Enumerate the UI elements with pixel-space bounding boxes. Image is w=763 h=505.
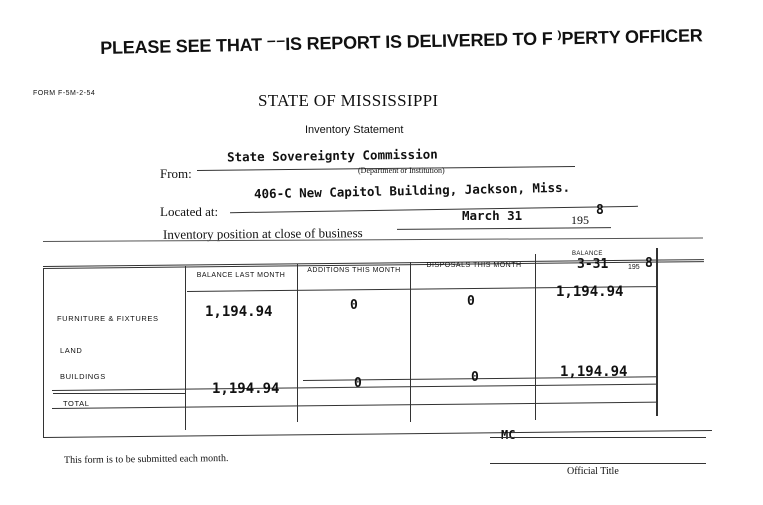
from-label: From: bbox=[160, 166, 192, 181]
cell-furniture-additions: 0 bbox=[350, 298, 358, 313]
table-col-divider-3 bbox=[410, 262, 411, 422]
position-year-prefix: 195 bbox=[571, 213, 589, 227]
row-label-land: LAND bbox=[60, 346, 83, 355]
page-subtitle: Inventory Statement bbox=[305, 124, 404, 136]
row-label-furniture: FURNITURE & FIXTURES bbox=[57, 314, 159, 323]
official-title-line bbox=[490, 463, 706, 464]
cell-furniture-balance: 1,194.94 bbox=[556, 284, 624, 300]
header-balance-date: 3-31 bbox=[577, 257, 609, 272]
header-balance-year-prefix: 195 bbox=[628, 264, 640, 271]
position-underline bbox=[397, 227, 611, 230]
cell-total-balance: 1,194.94 bbox=[560, 364, 628, 380]
total-bottom-rule bbox=[52, 402, 658, 409]
cell-total-additions: 0 bbox=[354, 376, 362, 391]
table-col-divider-1 bbox=[185, 266, 186, 430]
table-col-divider-4 bbox=[535, 254, 536, 420]
delivery-banner: PLEASE SEE THAT ⁻⁻IS REPORT IS DELIVERED TO F ⁾PERTY OFFICER bbox=[100, 25, 703, 58]
located-label: Located at: bbox=[160, 204, 219, 219]
cell-total-disposals: 0 bbox=[471, 370, 479, 385]
signature-line bbox=[490, 437, 706, 438]
from-value: State Sovereignty Commission bbox=[226, 146, 438, 165]
table-top-rule bbox=[43, 238, 703, 242]
cell-furniture-disposals: 0 bbox=[467, 294, 475, 309]
official-title-label: Official Title bbox=[567, 466, 619, 477]
position-year-suffix: 8 bbox=[596, 203, 604, 218]
header-balance-last-month: BALANCE LAST MONTH bbox=[196, 272, 286, 279]
table-col-divider-2 bbox=[297, 264, 298, 422]
header-additions-this-month: ADDITIONS THIS MONTH bbox=[307, 267, 401, 274]
form-number: FORM F-5M-2-54 bbox=[33, 90, 96, 97]
row-label-total: TOTAL bbox=[63, 399, 90, 408]
row-label-buildings: BUILDINGS bbox=[60, 372, 106, 381]
footer-note: This form is to be submitted each month. bbox=[63, 452, 229, 467]
from-caption: (Department or Institution) bbox=[358, 166, 445, 175]
header-disposals-this-month: DISPOSALS THIS MONTH bbox=[426, 262, 522, 269]
cell-furniture-balance-last: 1,194.94 bbox=[205, 304, 273, 320]
table-left-border bbox=[43, 268, 44, 438]
total-label-rule bbox=[53, 393, 186, 394]
header-balance-year-suffix: 8 bbox=[645, 256, 653, 271]
cell-total-balance-last: 1,194.94 bbox=[212, 381, 280, 397]
located-value: 406-C New Capitol Building, Jackson, Miss. bbox=[253, 179, 571, 202]
position-label: Inventory position at close of business bbox=[162, 225, 363, 242]
position-date: March 31 bbox=[462, 208, 523, 223]
page-title: STATE OF MISSISSIPPI bbox=[258, 91, 439, 110]
header-balance: BALANCE bbox=[572, 251, 603, 257]
signature-value: MC bbox=[501, 428, 516, 442]
table-right-border bbox=[656, 248, 658, 416]
